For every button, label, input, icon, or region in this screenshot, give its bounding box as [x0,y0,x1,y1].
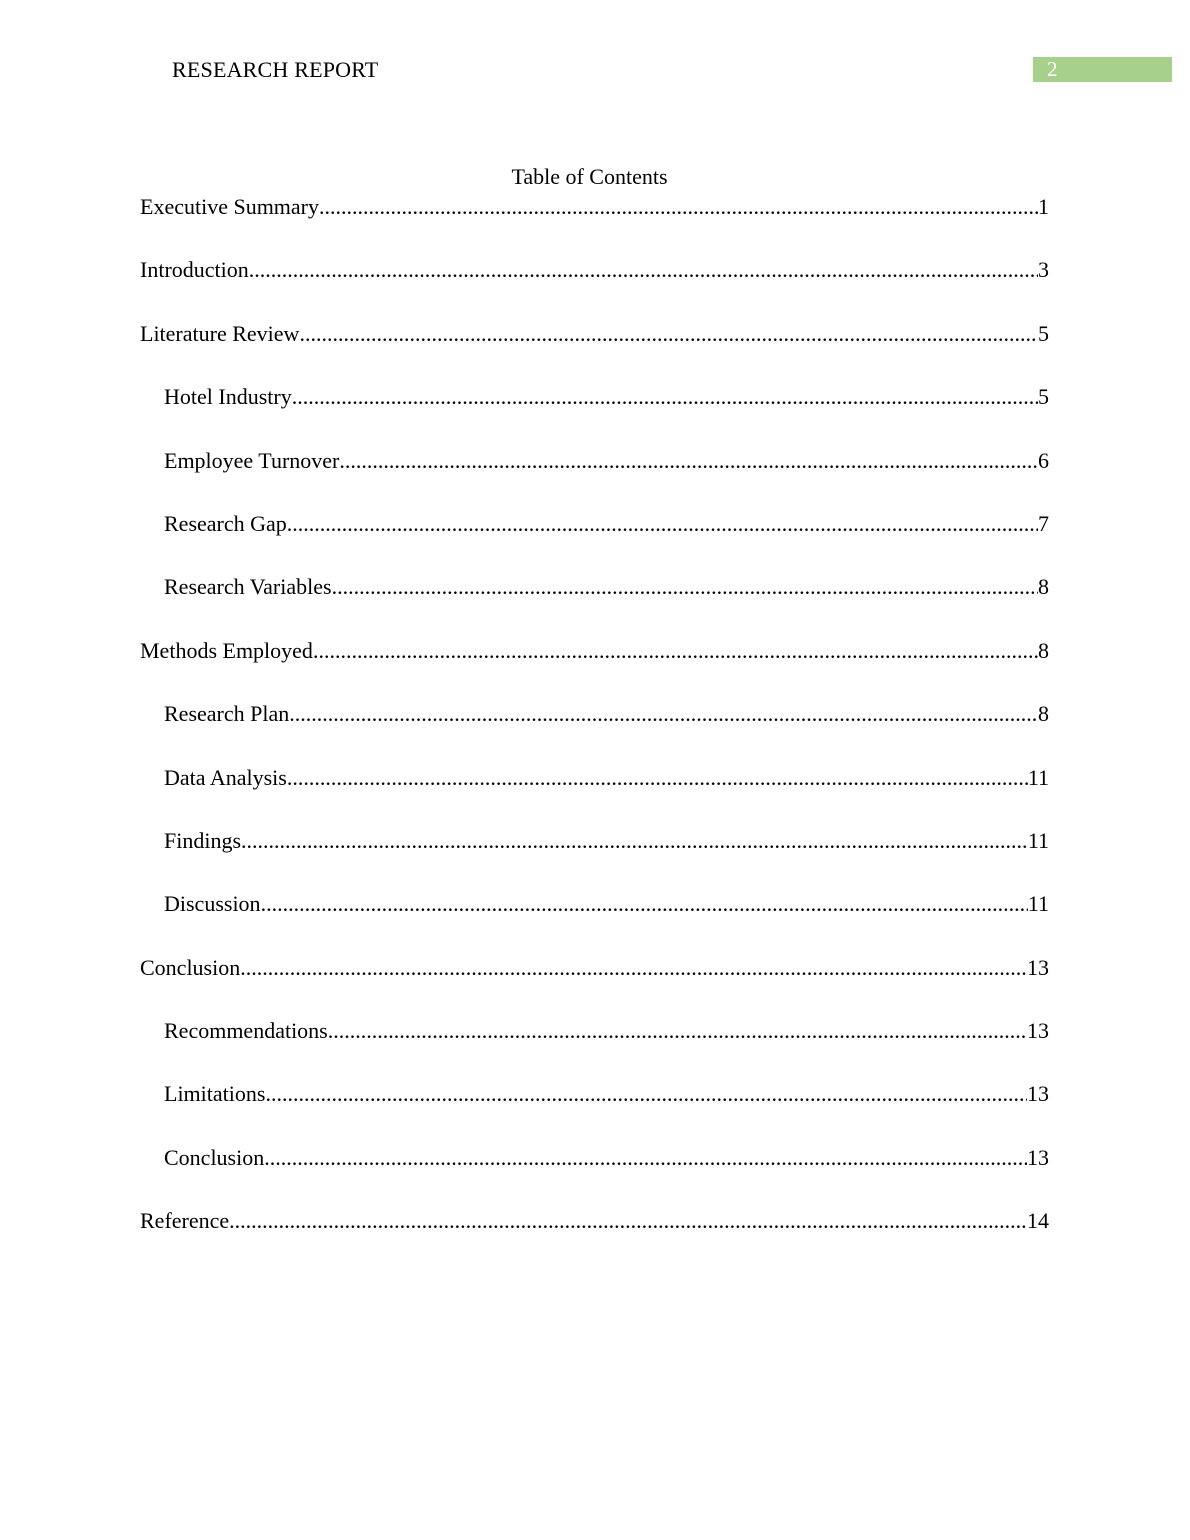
toc-entry-research-gap[interactable] [140,510,1049,573]
toc-entry-page: 13 [1027,954,1049,980]
toc-entry-data-analysis[interactable] [140,764,1049,827]
toc-entry-recommendations[interactable] [140,1017,1049,1080]
toc-dot-leader [240,954,1027,982]
toc-entry-label: Data Analysis [164,764,287,790]
toc-entry-label: Research Plan [164,701,290,727]
toc-entry-page: 1 [1038,194,1049,219]
page-number: 2 [1047,57,1058,81]
toc-entry-label: Conclusion [164,1144,265,1170]
toc-entry-literature-review[interactable] [140,320,1049,383]
toc-dot-leader [241,827,1028,855]
toc-entry-discussion[interactable] [140,890,1049,953]
toc-dot-leader [328,1017,1027,1045]
toc-entry-page: 14 [1027,1208,1049,1234]
toc-entry-page: 13 [1027,1018,1049,1044]
toc-dot-leader [264,1144,1027,1172]
toc-dot-leader [261,890,1028,918]
toc-dot-leader [292,383,1038,411]
toc-entry-page: 13 [1027,1144,1049,1170]
toc-entry-conclusion-sub[interactable] [140,1144,1049,1207]
toc-entry-label: Limitations [164,1081,266,1107]
running-head: RESEARCH REPORT [172,57,379,82]
toc-entry-label: Methods Employed [140,637,313,663]
toc-entry-page: 6 [1038,447,1049,473]
toc-entry-label: Executive Summary [140,194,320,219]
toc-entry-conclusion[interactable] [140,954,1049,1017]
toc-entry-label: Discussion [164,891,261,917]
toc-entry-employee-turnover[interactable] [140,447,1049,510]
toc-dot-leader [332,573,1038,601]
toc-entry-label: Research Gap [164,510,287,536]
toc-entry-research-variables[interactable] [140,573,1049,636]
toc-entry-methods-employed[interactable] [140,637,1049,700]
toc-entry-page: 11 [1027,764,1049,790]
toc-entry-hotel-industry[interactable] [140,383,1049,446]
toc-entry-label: Reference [140,1208,230,1234]
toc-entry-executive-summary[interactable] [140,193,1049,256]
toc-dot-leader [287,510,1038,538]
toc-entry-limitations[interactable] [140,1080,1049,1143]
toc-entry-page: 11 [1027,827,1049,853]
toc-entry-reference[interactable] [140,1207,1049,1270]
toc-entry-label: Recommendations [164,1018,328,1044]
toc-entry-page: 11 [1027,891,1049,917]
toc-dot-leader [289,700,1038,728]
toc-dot-leader [313,637,1038,665]
toc-entry-label: Hotel Industry [164,384,292,410]
toc-entry-page: 5 [1038,384,1049,410]
toc-entry-page: 8 [1038,701,1049,727]
toc-entry-label: Findings [164,827,242,853]
toc-entry-label: Employee Turnover [164,447,340,473]
toc-entry-page: 5 [1038,320,1049,346]
toc-entry-research-plan[interactable] [140,700,1049,763]
toc-dot-leader [249,256,1038,284]
toc-entry-page: 3 [1038,257,1049,283]
toc-entry-label: Introduction [140,257,249,283]
toc-dot-leader [229,1207,1027,1235]
toc-dot-leader [265,1080,1027,1108]
toc-entry-introduction[interactable] [140,256,1049,319]
toc-title: Table of Contents [511,164,668,189]
toc-dot-leader [319,193,1038,221]
toc-entry-page: 8 [1038,574,1049,600]
toc-entry-label: Conclusion [140,954,241,980]
toc-dot-leader [339,447,1038,475]
toc-entry-page: 7 [1038,510,1049,536]
toc-entry-page: 8 [1038,637,1049,663]
toc-entry-label: Literature Review [140,320,300,346]
toc-dot-leader [299,320,1038,348]
toc-entry-findings[interactable] [140,827,1049,890]
toc-list [140,193,1049,1271]
toc-entry-page: 13 [1027,1081,1049,1107]
toc-entry-label: Research Variables [164,574,332,600]
toc-dot-leader [287,764,1028,792]
page-number-box [1033,57,1172,82]
